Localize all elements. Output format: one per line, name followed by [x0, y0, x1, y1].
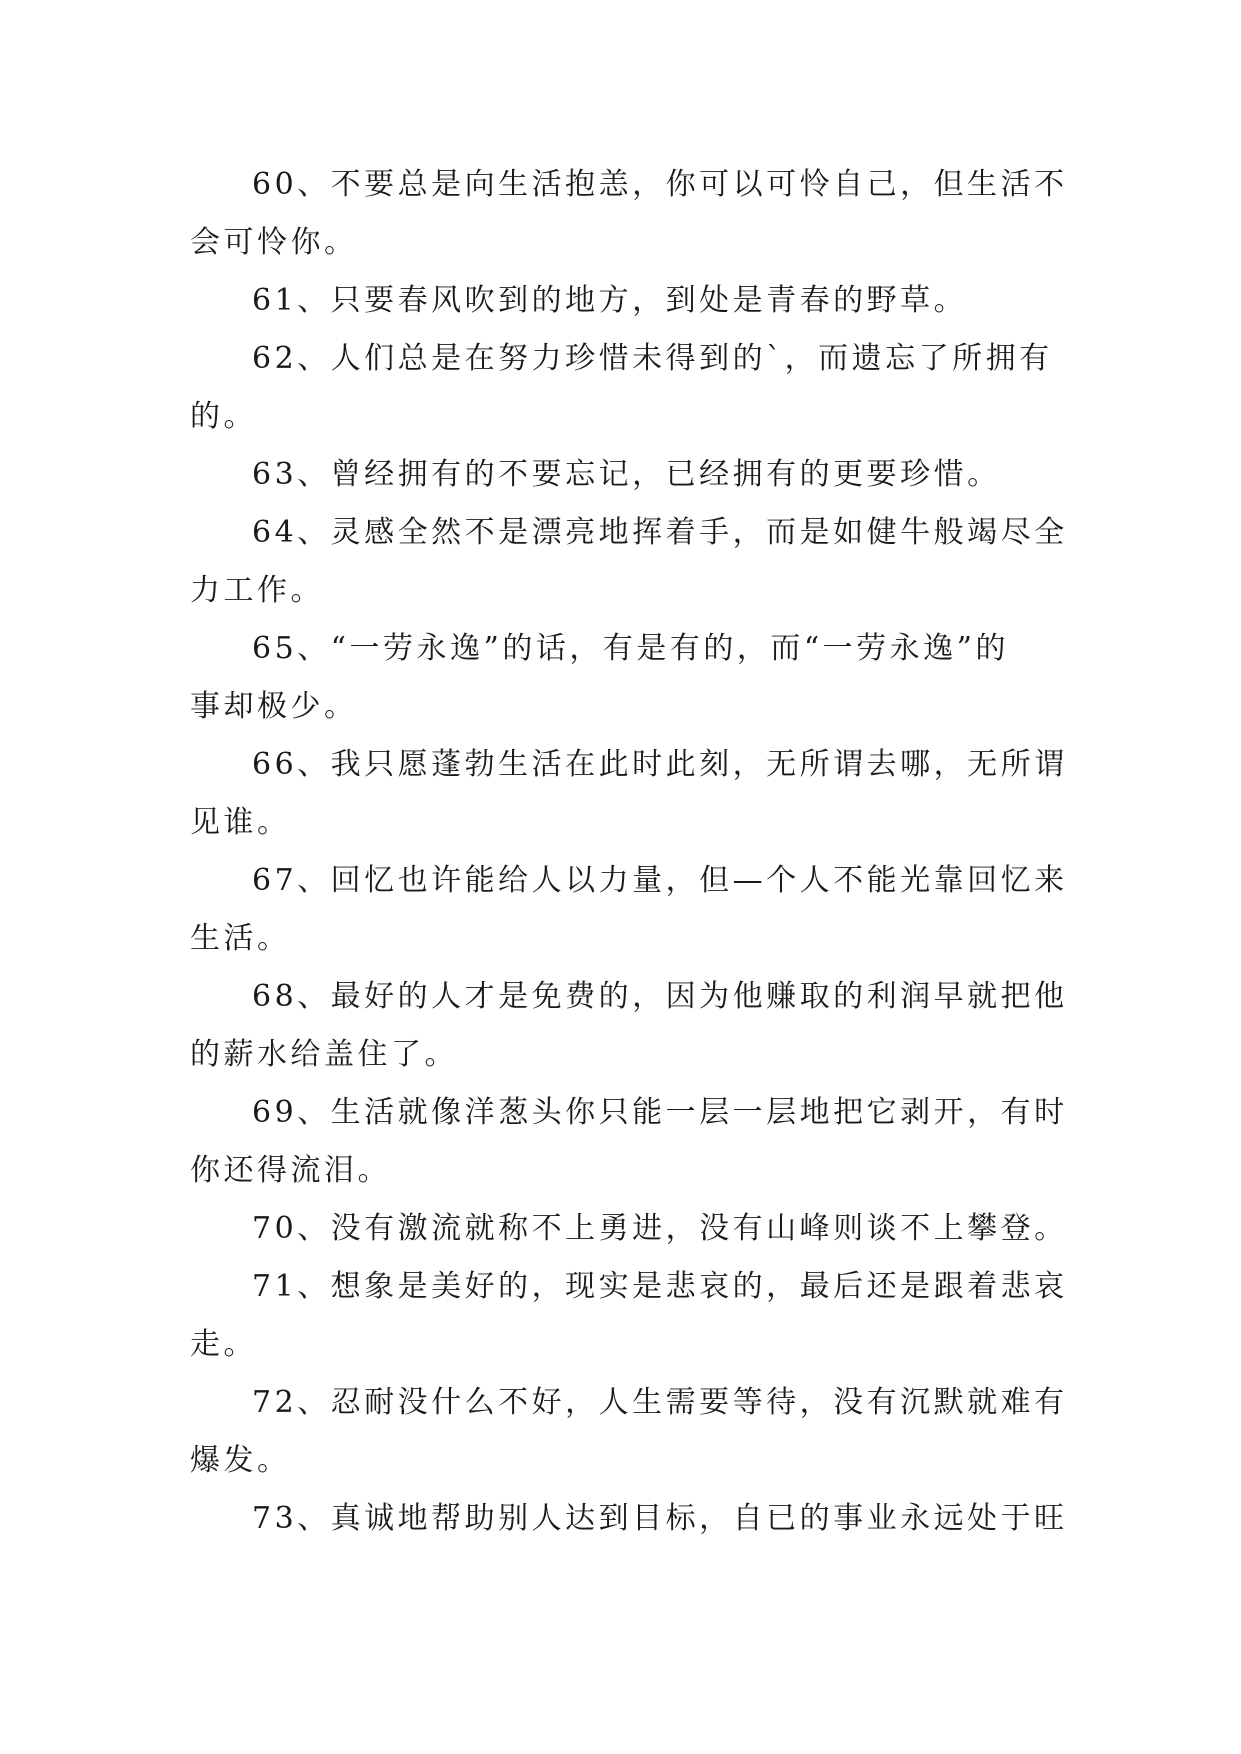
quote-73-line-1: 73、真诚地帮助别人达到目标，自已的事业永远处于旺	[252, 1501, 1068, 1536]
quote-67-line-1: 67、回忆也许能给人以力量，但—个人不能光靠回忆来	[252, 863, 1068, 898]
quote-69-line-2: 你还得流泪。	[190, 1153, 391, 1188]
quote-71-line-2: 走。	[190, 1327, 257, 1362]
quote-64-line-2: 力工作。	[190, 573, 324, 608]
quote-68-line-2: 的薪水给盖住了。	[190, 1037, 458, 1072]
quote-60-line-2: 会可怜你。	[190, 225, 358, 260]
quote-70-line-1: 70、没有激流就称不上勇进，没有山峰则谈不上攀登。	[252, 1211, 1068, 1246]
quote-66-line-2: 见谁。	[190, 805, 291, 840]
quote-63-line-1: 63、曾经拥有的不要忘记，已经拥有的更要珍惜。	[252, 457, 1001, 492]
quote-72-line-1: 72、忍耐没什么不好，人生需要等待，没有沉默就难有	[252, 1385, 1068, 1420]
quote-64-line-1: 64、灵感全然不是漂亮地挥着手，而是如健牛般竭尽全	[252, 515, 1068, 550]
quote-67-line-2: 生活。	[190, 921, 291, 956]
quote-65-line-1: 65、“一劳永逸”的话，有是有的，而“一劳永逸”的	[252, 631, 1010, 666]
quote-62-line-2: 的。	[190, 399, 257, 434]
quote-62-line-1: 62、人们总是在努力珍惜未得到的`，而遗忘了所拥有	[252, 341, 1053, 376]
quote-60-line-1: 60、不要总是向生活抱恙，你可以可怜自己，但生活不	[252, 167, 1068, 202]
quote-65-line-2: 事却极少。	[190, 689, 358, 724]
quote-68-line-1: 68、最好的人才是免费的，因为他赚取的利润早就把他	[252, 979, 1068, 1014]
quote-66-line-1: 66、我只愿蓬勃生活在此时此刻，无所谓去哪，无所谓	[252, 747, 1068, 782]
quote-69-line-1: 69、生活就像洋葱头你只能一层一层地把它剥开，有时	[252, 1095, 1068, 1130]
quote-61-line-1: 61、只要春风吹到的地方，到处是青春的野草。	[252, 283, 968, 318]
quote-72-line-2: 爆发。	[190, 1443, 291, 1478]
quote-71-line-1: 71、想象是美好的，现实是悲哀的，最后还是跟着悲哀	[252, 1269, 1068, 1304]
